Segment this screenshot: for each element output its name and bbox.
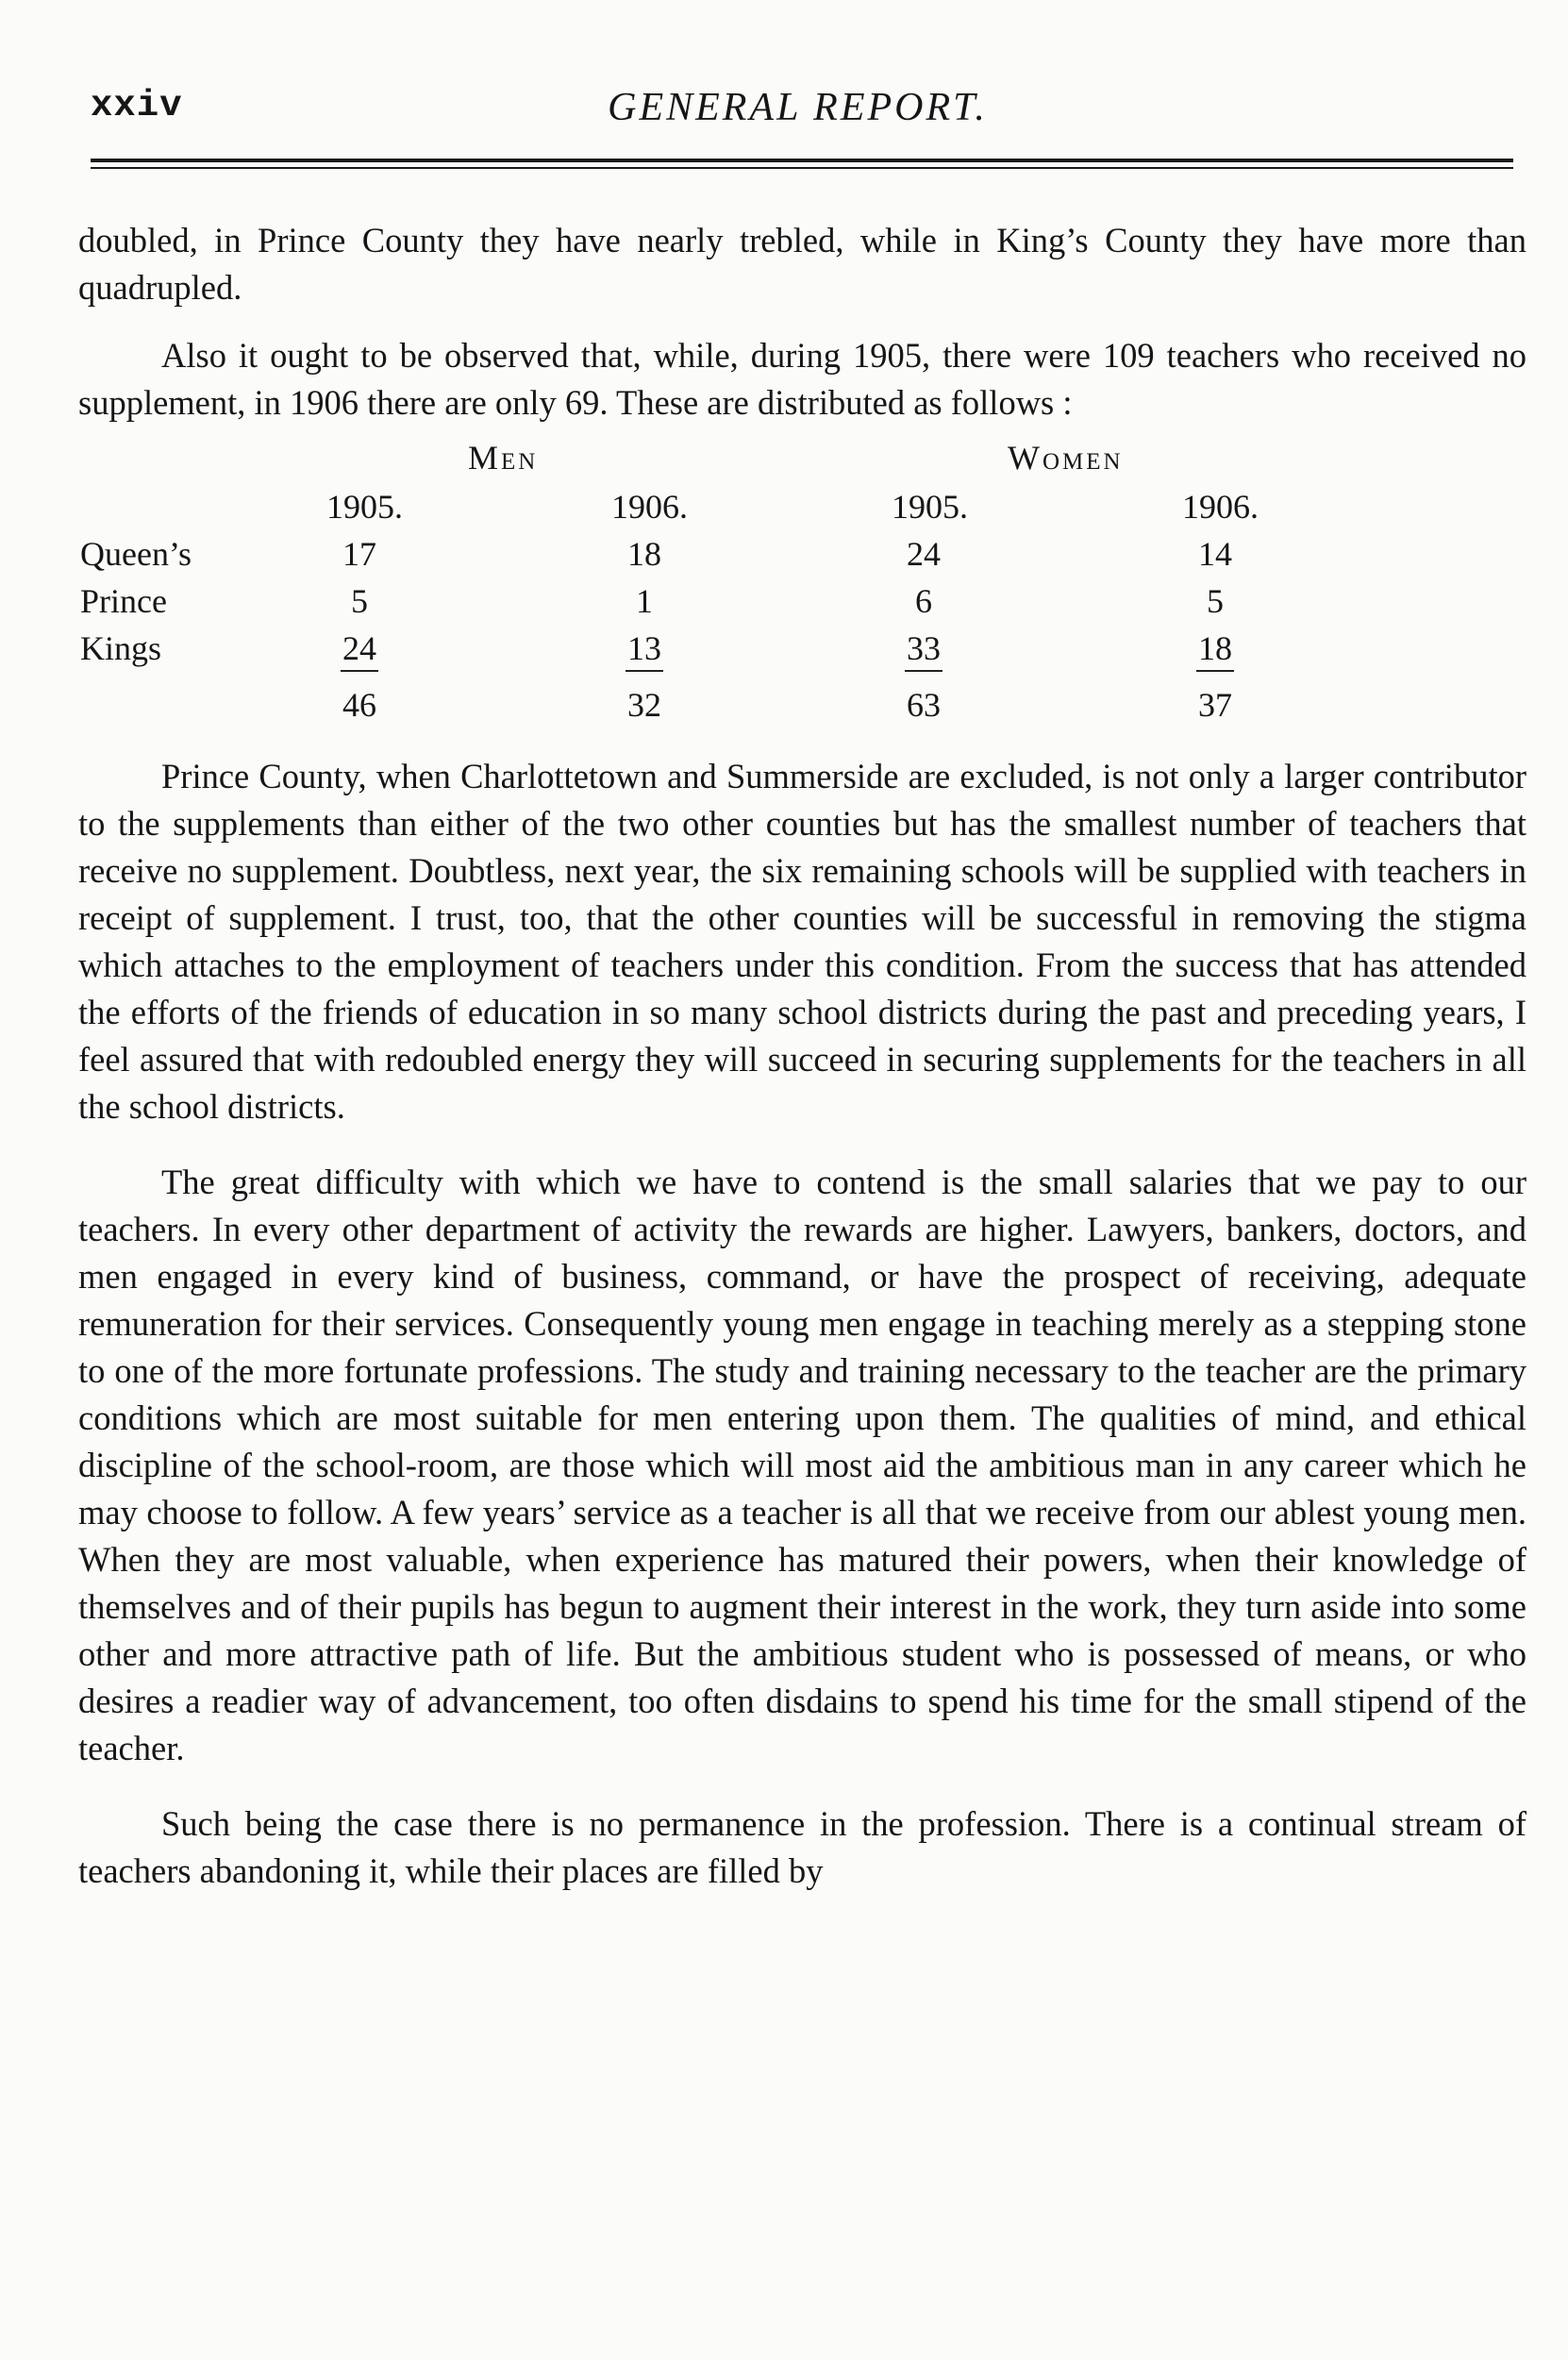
- paragraph-permanence: Such being the case there is no permanence in the profession. There is a continual stream of teachers abandoning it, while their places are filled by: [78, 1804, 1526, 1890]
- header-rule-thin: [91, 167, 1513, 169]
- running-title: GENERAL REPORT.: [608, 86, 988, 129]
- total-rule: [341, 670, 378, 672]
- paragraph-salaries: The great difficulty with which we have to contend is the small salaries that we pay to our teachers. In every other department of activity the rewards are higher. Lawyers, bankers, doctors, and men engaged in every kind of business, command, or have the prospect of receiving, adequate remuneration for their services. Consequently young men engage in teaching merely as a stepping stone to one of the more fortunate professions. The study and training necessary to the teacher are the primary conditions which are most suitable for men entering upon them. The qualities of mind, and ethical discipline of the school-room, are those which will most aid the ambitious man in any career which he may choose to follow. A few years’ service as a teacher is all that we receive from our ablest young men. When they are most valuable, when experience has matured their powers, when their knowledge of themselves and of their pupils has begun to augment their interest in the work, they turn aside into some other and more attractive path of life. But the ambitious student who is possessed of means, or who desires a readier way of advancement, too often disdains to spend his time for the small stipend of the teacher.: [78, 1163, 1526, 1767]
- table-cell: 33: [907, 629, 941, 667]
- table-cell: 5: [1207, 582, 1224, 620]
- header-rule-thick: [91, 159, 1513, 162]
- total-rule: [1196, 670, 1234, 672]
- table-total: 63: [907, 686, 941, 724]
- table-cell: 1: [636, 582, 653, 620]
- table-row-label: Prince: [80, 582, 167, 620]
- paragraph-supplement-count: Also it ought to be observed that, while, during 1905, there were 109 teachers who received no supplement, in 1906 there are only 69. These are distributed as follows :: [78, 336, 1526, 422]
- page-header: [83, 77, 1512, 134]
- table-cell: 14: [1198, 535, 1232, 573]
- supplement-table: [78, 434, 1526, 736]
- page-number: xxiv: [91, 85, 183, 126]
- paragraph-prince-county: Prince County, when Charlottetown and Summerside are excluded, is not only a larger contributor to the supplements than either of the two other counties but has the smallest number of teachers that receive no supplement. Doubtless, next year, the six remaining schools will be supplied with teachers in receipt of supplement. I trust, too, that the other counties will be successful in removing the stigma which attaches to the employment of teachers under this condition. From the success that has attended the efforts of the friends of education in so many school districts during the past and preceding years, I feel assured that with redoubled energy they will succeed in securing supplements for the teachers in all the school districts.: [78, 757, 1526, 1126]
- total-rule: [626, 670, 663, 672]
- table-cell: 6: [915, 582, 932, 620]
- table-cell: 5: [351, 582, 368, 620]
- table-row-label: Kings: [80, 629, 162, 667]
- body-text: [78, 217, 1526, 1895]
- table-year-header: 1905.: [326, 488, 403, 526]
- paragraph-continued: doubled, in Prince County they have nearly trebled, while in King’s County they have more than quadrupled.: [78, 221, 1526, 307]
- table-year-header: 1906.: [1182, 488, 1259, 526]
- table-cell: 17: [342, 535, 376, 573]
- table-year-header: 1906.: [611, 488, 688, 526]
- table-cell: 18: [627, 535, 661, 573]
- table-cell: 24: [907, 535, 941, 573]
- table-total: 37: [1198, 686, 1232, 724]
- table-year-header: 1905.: [892, 488, 968, 526]
- table-row-label: Queen’s: [80, 535, 192, 573]
- table-cell: 18: [1198, 629, 1232, 667]
- table-total: 32: [627, 686, 661, 724]
- table-total: 46: [342, 686, 376, 724]
- table-group-men: Men: [468, 439, 539, 477]
- total-rule: [905, 670, 942, 672]
- table-group-women: Women: [1008, 439, 1124, 477]
- table-cell: 13: [627, 629, 661, 667]
- table-cell: 24: [342, 629, 376, 667]
